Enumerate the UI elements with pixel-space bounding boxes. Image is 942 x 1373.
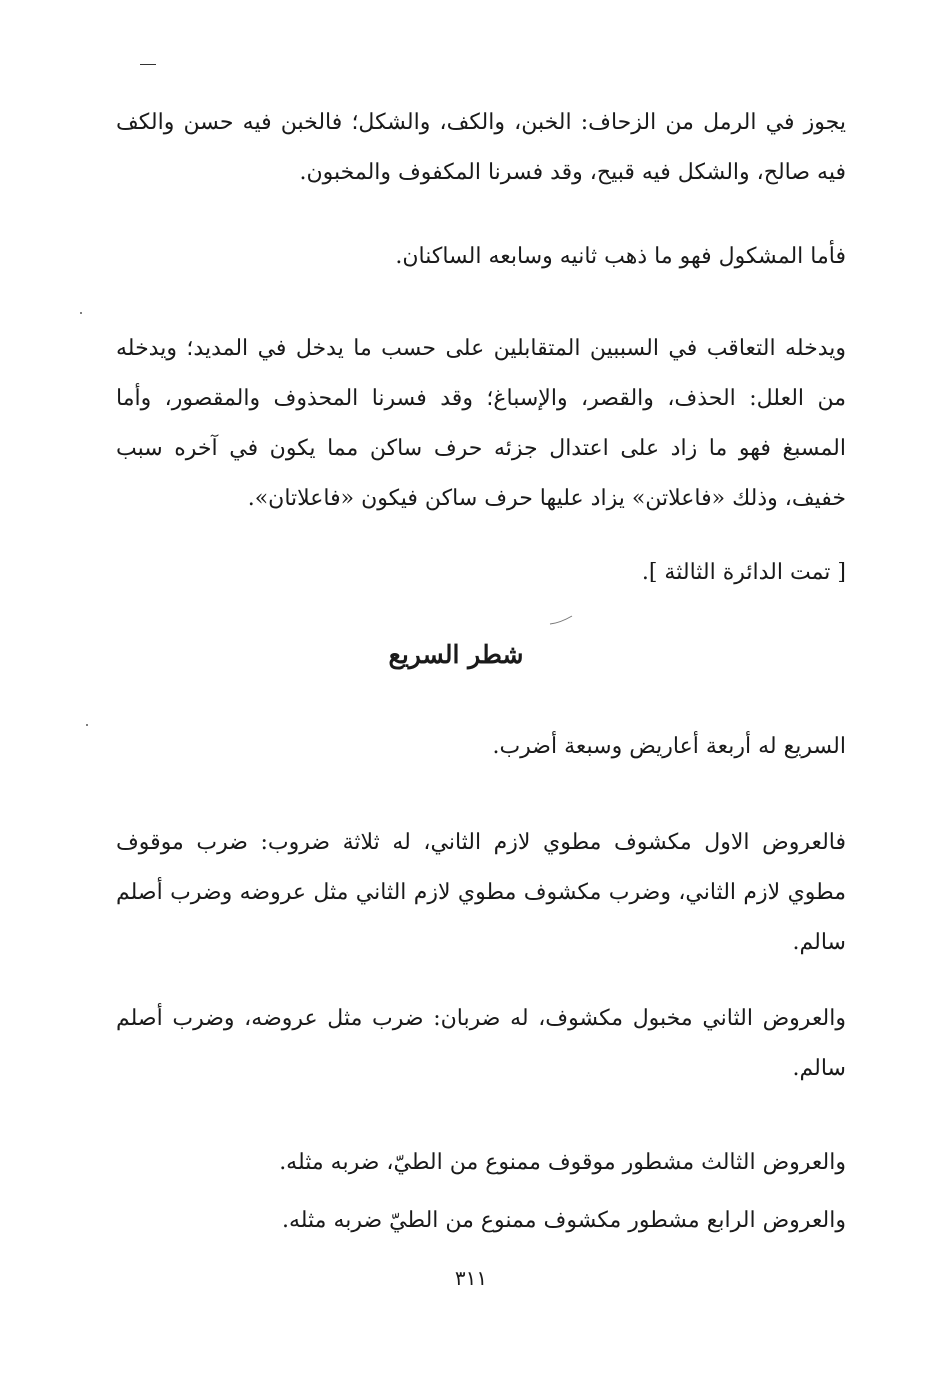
- paragraph-sari-overview: السريع له أربعة أعاريض وسبعة أضرب.: [492, 734, 846, 759]
- paragraph-end-of-third-circle: [ تمت الدائرة الثالثة ].: [641, 560, 846, 585]
- scan-speck: [86, 724, 88, 726]
- section-title: شطر السريع: [388, 640, 524, 669]
- title-flourish-mark: [548, 614, 574, 626]
- paragraph-mashkul-definition: فأما المشكول فهو ما ذهب ثانيه وسابعه الساكنان.: [395, 244, 846, 269]
- paragraph-second-arud: والعروض الثاني مخبول مكشوف، له ضربان: ضرب مثل عروضه، وضرب أصلم سالم.: [116, 1006, 846, 1081]
- paragraph-third-arud: والعروض الثالث مشطور موقوف ممنوع من الطيّ، ضربه مثله.: [279, 1150, 846, 1175]
- top-margin-mark: [140, 64, 156, 65]
- paragraph-taaqub-and-ilal: ويدخله التعاقب في السببين المتقابلين على حسب ما يدخل في المديد؛ ويدخله من العلل: الحذف، والقصر، والإسباغ؛ وقد فسرنا المحذوف والمقصور، وأما المسبغ فهو ما زاد على اعتدال جزئه حرف ساكن مما يكون في آخره سبب خفيف، وذلك «فاعلاتن» يزاد عليها حرف ساكن فيكون «فاعلاتان».: [116, 336, 846, 511]
- scan-speck: [80, 312, 82, 314]
- paragraph-ramal-zihaf: يجوز في الرمل من الزحاف: الخبن، والكف، والشكل؛ فالخبن فيه حسن والكف فيه صالح، والشكل فيه قبيح، وقد فسرنا المكفوف والمخبون.: [116, 110, 846, 185]
- paragraph-fourth-arud: والعروض الرابع مشطور مكشوف ممنوع من الطيّ ضربه مثله.: [281, 1208, 846, 1233]
- page-number: ٣١١: [454, 1266, 488, 1290]
- paragraph-first-arud: فالعروض الاول مكشوف مطوي لازم الثاني، له ثلاثة ضروب: ضرب موقوف مطوي لازم الثاني، وضرب مكشوف مطوي لازم الثاني مثل عروضه وضرب أصلم سالم.: [116, 830, 846, 955]
